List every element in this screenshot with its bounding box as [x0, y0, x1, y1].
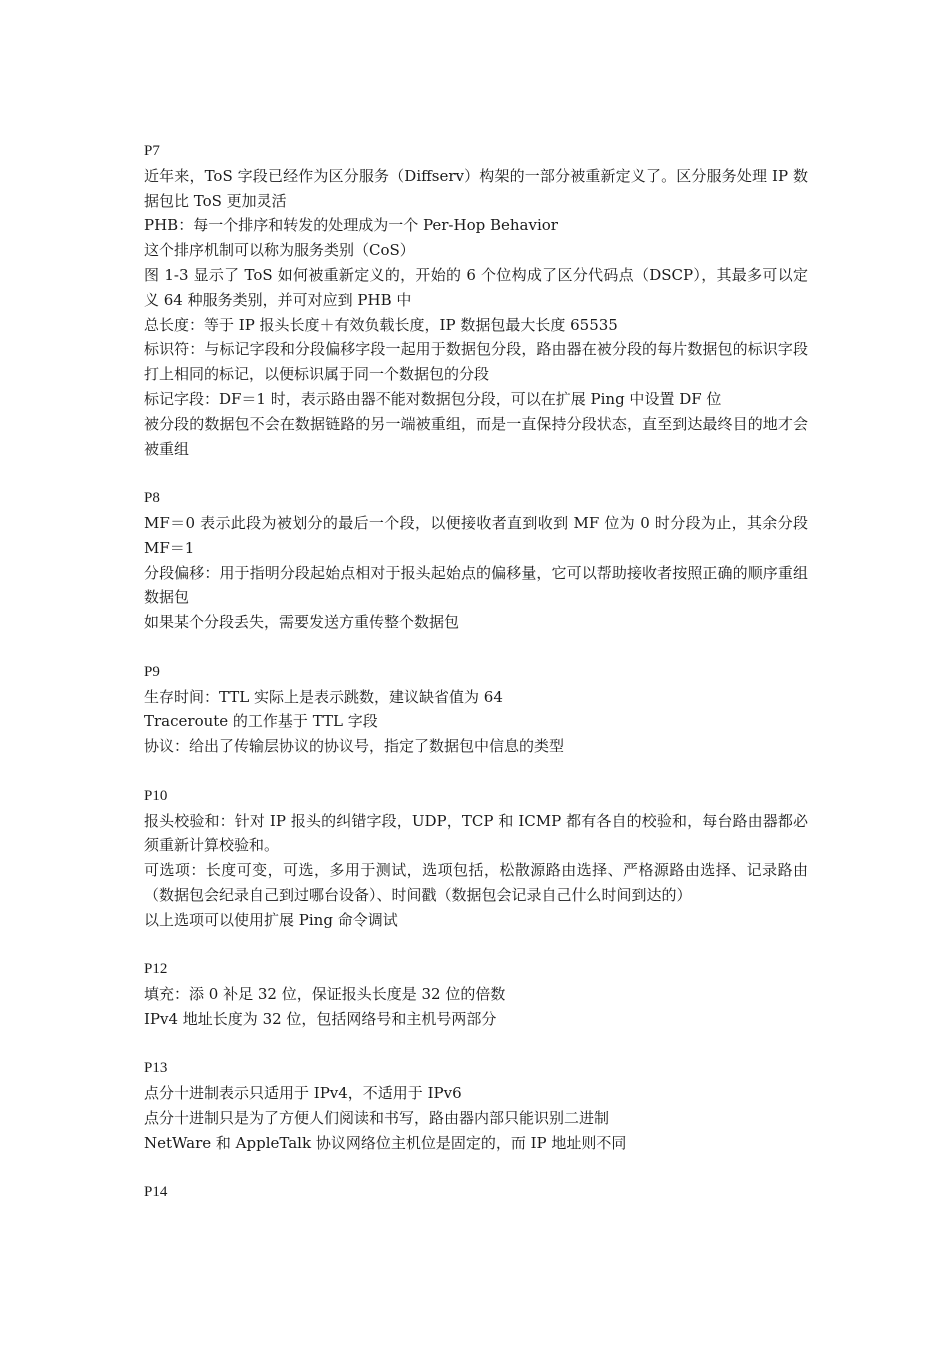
- section-p7: [144, 139, 808, 461]
- section-p12: [144, 957, 808, 1031]
- section-p8: [144, 486, 808, 635]
- section-heading: P12: [144, 961, 168, 978]
- paragraph: Traceroute 的工作基于 TTL 字段: [144, 712, 378, 731]
- section-p10: [144, 784, 808, 933]
- paragraph: NetWare 和 AppleTalk 协议网络位主机位是固定的，而 IP 地址则不同: [144, 1133, 627, 1152]
- paragraph: 这个排序机制可以称为服务类别（CoS）: [144, 241, 415, 260]
- paragraph: 总长度：等于 IP 报头长度＋有效负载长度，IP 数据包最大长度 65535: [144, 315, 618, 334]
- document-body: [144, 139, 808, 1230]
- paragraph: 报头校验和：针对 IP 报头的纠错字段，UDP，TCP 和 ICMP 都有各自的校验和，每台路由器都必须重新计算校验和。: [144, 811, 808, 855]
- paragraph: IPv4 地址长度为 32 位，包括网络号和主机号两部分: [144, 1009, 497, 1028]
- section-p9: [144, 660, 808, 759]
- paragraph: PHB：每一个排序和转发的处理成为一个 Per-Hop Behavior: [144, 216, 558, 235]
- paragraph: 生存时间：TTL 实际上是表示跳数，建议缺省值为 64: [144, 687, 503, 706]
- paragraph: 填充：添 0 补足 32 位，保证报头长度是 32 位的倍数: [144, 985, 506, 1004]
- section-heading: P10: [144, 787, 168, 804]
- paragraph: 以上选项可以使用扩展 Ping 命令调试: [144, 910, 398, 929]
- section-heading: P7: [144, 143, 160, 159]
- paragraph: 点分十进制表示只适用于 IPv4，不适用于 IPv6: [144, 1084, 462, 1103]
- section-heading: P9: [144, 663, 160, 680]
- paragraph: 如果某个分段丢失，需要发送方重传整个数据包: [144, 613, 460, 632]
- paragraph: 协议：给出了传输层协议的协议号，指定了数据包中信息的类型: [144, 737, 565, 756]
- section-heading: P13: [144, 1060, 168, 1077]
- section-p14: [144, 1180, 808, 1205]
- paragraph: 标识符：与标记字段和分段偏移字段一起用于数据包分段，路由器在被分段的每片数据包的标识字段打上相同的标记，以便标识属于同一个数据包的分段: [144, 340, 808, 384]
- section-p13: [144, 1056, 808, 1155]
- paragraph: 被分段的数据包不会在数据链路的另一端被重组，而是一直保持分段状态，直至到达最终目的地才会被重组: [144, 414, 808, 458]
- paragraph: 可选项：长度可变，可选，多用于测试，选项包括，松散源路由选择、严格源路由选择、记录路由（数据包会纪录自己到过哪台设备）、时间戳（数据包会记录自己什么时间到达的）: [144, 861, 808, 904]
- paragraph: 分段偏移：用于指明分段起始点相对于报头起始点的偏移量，它可以帮助接收者按照正确的顺序重组数据包: [144, 563, 808, 607]
- section-heading: P8: [144, 490, 160, 507]
- paragraph: 近年来，ToS 字段已经作为区分服务（Diffserv）构架的一部分被重新定义了。区分服务处理 IP 数据包比 ToS 更加灵活: [144, 166, 808, 210]
- paragraph: 图 1-3 显示了 ToS 如何被重新定义的，开始的 6 个位构成了区分代码点（DSCP），其最多可以定义 64 种服务类别，并可对应到 PHB 中: [144, 265, 808, 309]
- section-heading: P14: [144, 1184, 168, 1201]
- paragraph: 标记字段：DF＝1 时，表示路由器不能对数据包分段，可以在扩展 Ping 中设置 DF 位: [144, 389, 722, 408]
- paragraph: MF＝0 表示此段为被划分的最后一个段，以便接收者直到收到 MF 位为 0 时分段为止，其余分段 MF＝1: [144, 513, 808, 557]
- paragraph: 点分十进制只是为了方便人们阅读和书写，路由器内部只能识别二进制: [144, 1109, 610, 1128]
